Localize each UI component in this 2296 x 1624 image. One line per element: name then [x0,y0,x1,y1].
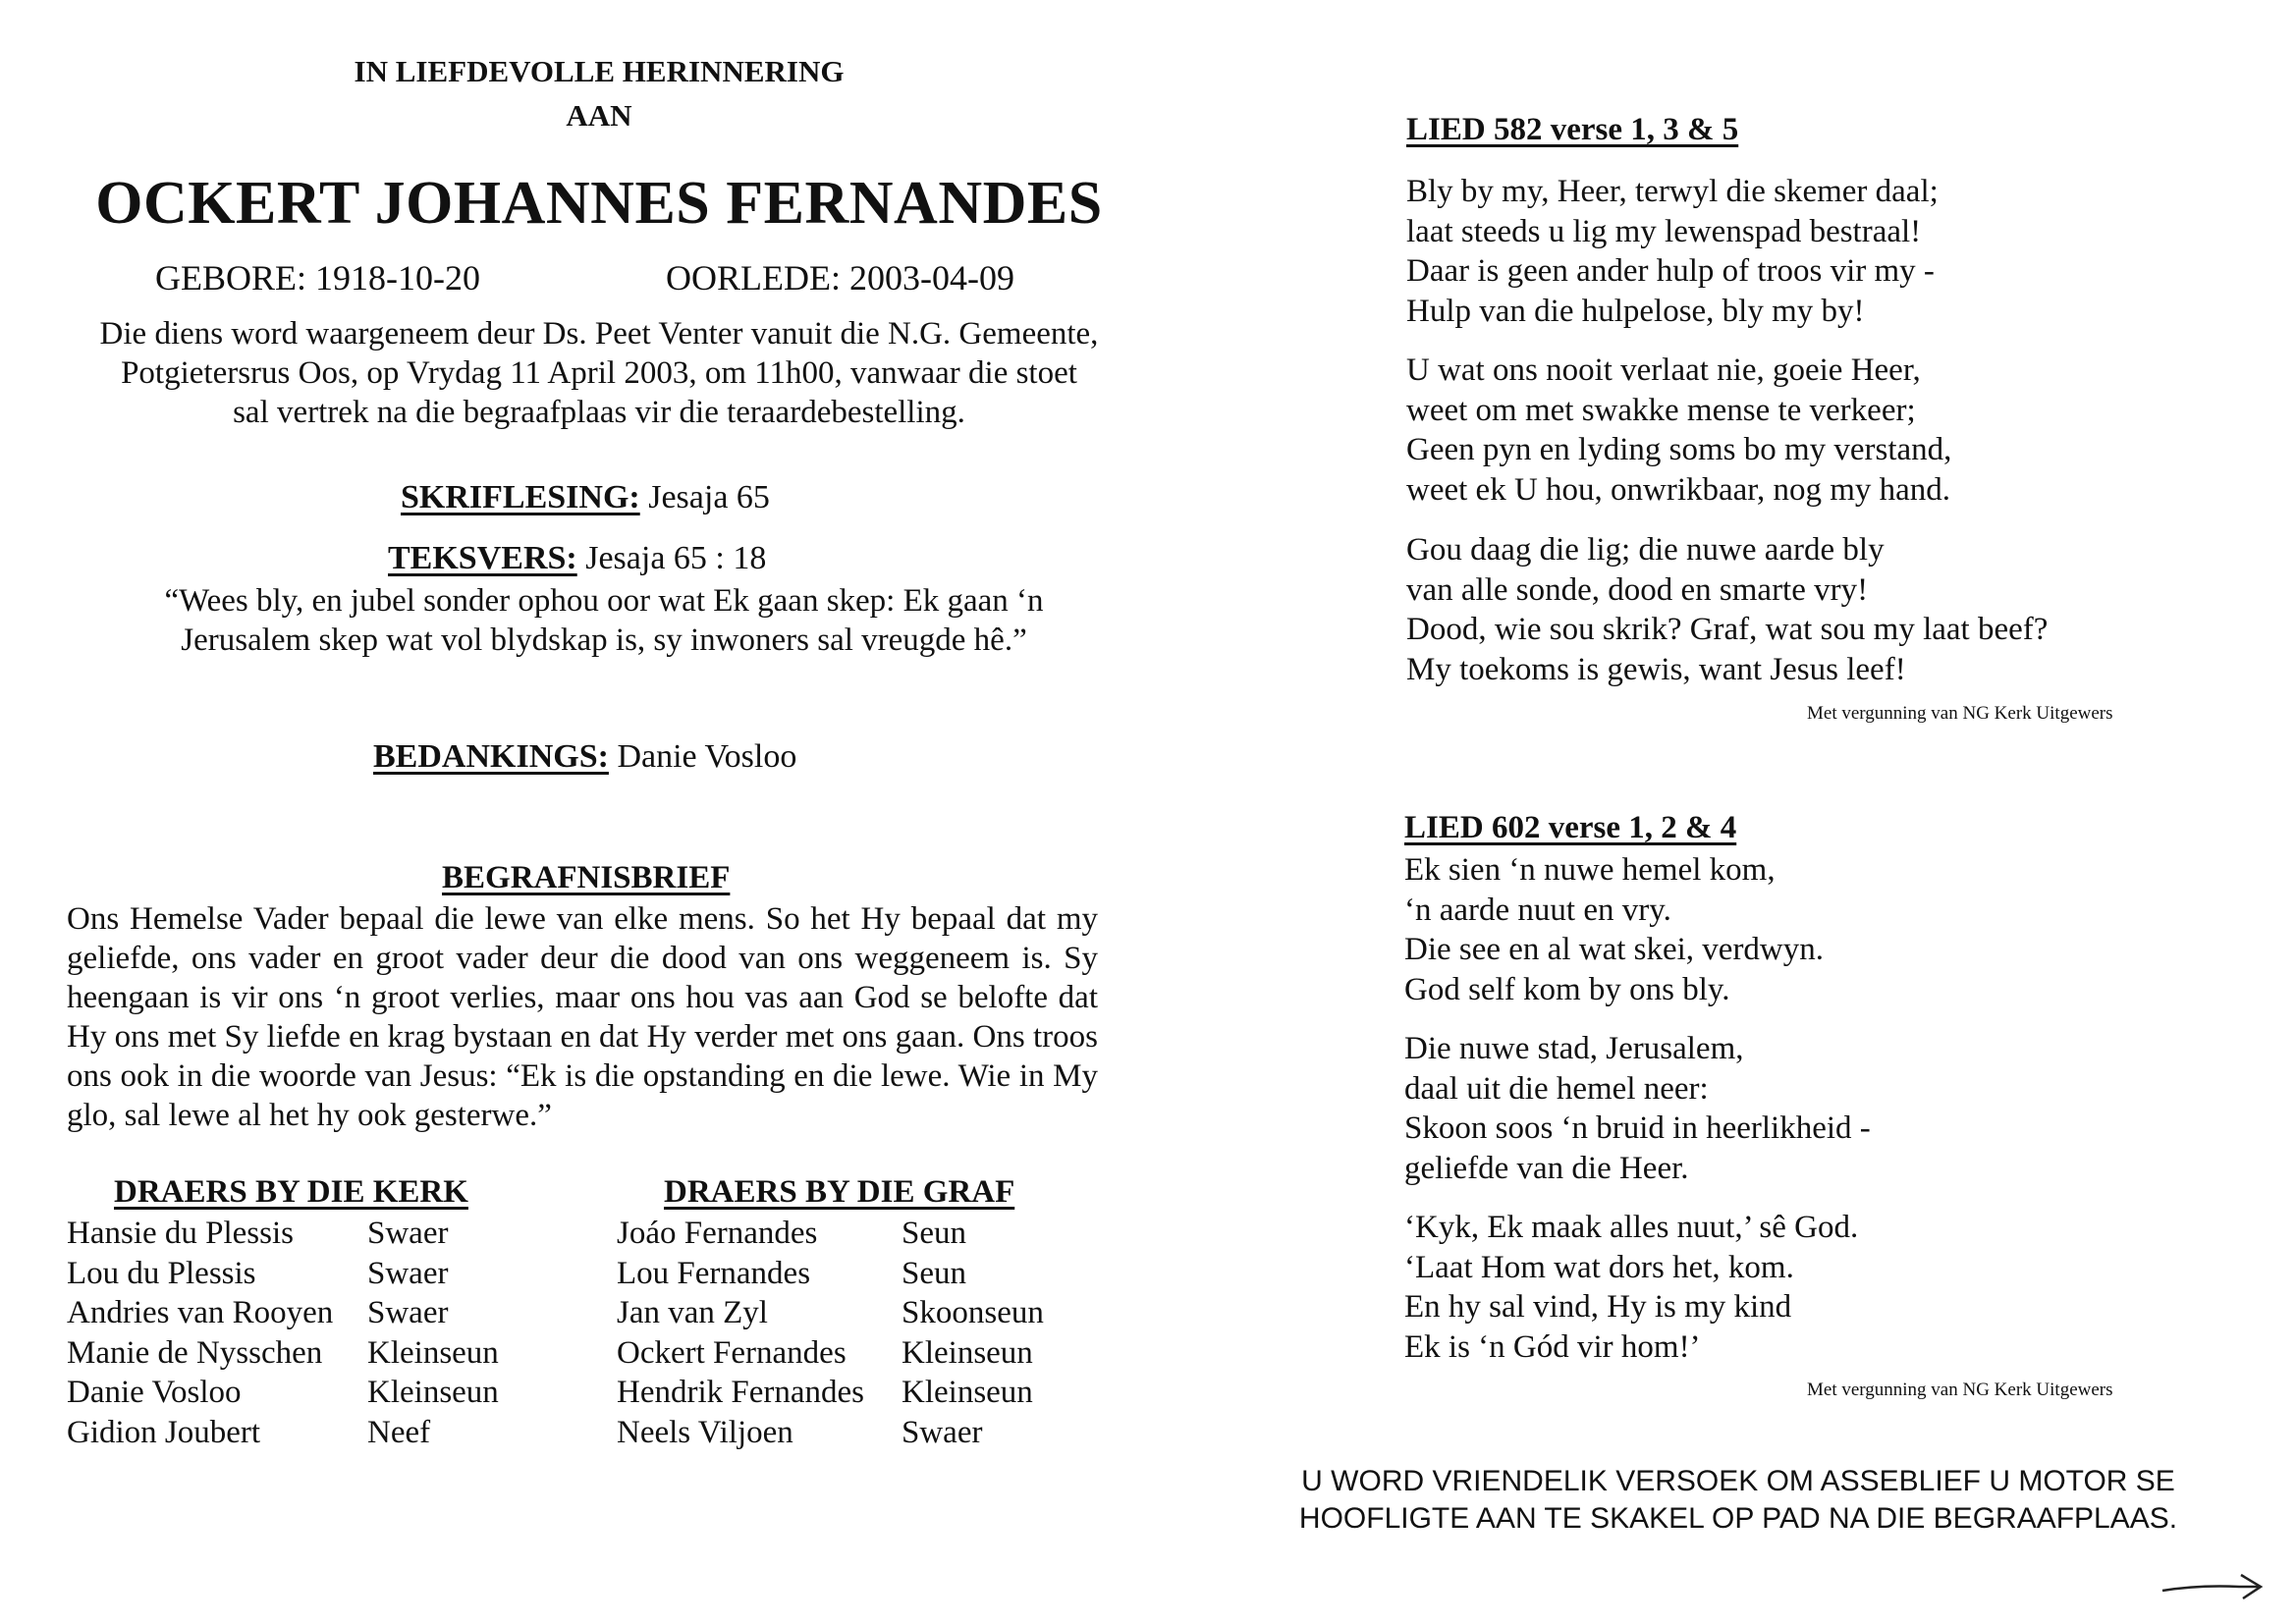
bearer-relation: Kleinseun [367,1375,499,1410]
verse-line: My toekoms is gewis, want Jesus leef! [1406,651,1906,687]
bearer-relation: Kleinseun [902,1334,1033,1371]
list-item [617,1413,1044,1453]
funeral-letter: Ons Hemelse Vader bepaal die lewe van elke mens. So het Hy bepaal dat my geliefde, ons vader en groot vader deur die dood van ons weggeneem is. Sy heengaan is vir ons ‘n groot verlies, maar ons hou vas aan God se belofte dat Hy ons met Sy liefde en krag bystaan en dat Hy verder met ons gaan. Ons troos ons ook in die woorde van Jesus: “Ek is die opstanding en die lewe. Wie in My glo, sal lewe al het hy ook gesterwe.” [67,901,1098,1133]
hymn-602-title: LIED 602 verse 1, 2 & 4 [1404,810,1737,845]
bearer-relation: Kleinseun [367,1334,499,1371]
service-line: sal vertrek na die begraafplaas vir die teraardebestelling. [233,395,965,430]
service-line: Potgietersrus Oos, op Vrydag 11 April 2003, om 11h00, vanwaar die stoet [121,355,1077,391]
church-bearers-title: DRAERS BY DIE KERK [114,1174,468,1210]
list-item [617,1214,1044,1254]
verse-line: Die see en al wat skei, verdwyn. [1404,932,1825,967]
notice-line: HOOFLIGTE AAN TE SKAKEL OP PAD NA DIE BEGRAAFPLAAS. [1298,1502,2178,1535]
hymn-582-verse [1406,172,1939,331]
verse-line: weet ek U hou, onwrikbaar, nog my hand. [1406,471,1951,508]
list-item [617,1333,1044,1374]
bearer-name: Hansie du Plessis [67,1216,294,1251]
hymn-582-verse [1406,351,1951,510]
list-item [67,1413,499,1453]
permission-note: Met vergunning van NG Kerk Uitgewers [1807,1380,2113,1400]
text-verse-value: Jesaja 65 : 18 [585,540,767,576]
verse-line: Die nuwe stad, Jerusalem, [1404,1031,1744,1066]
thanks [373,738,796,776]
death-date: OORLEDE: 2003-04-09 [666,258,1014,298]
verse-line: van alle sonde, dood en smarte vry! [1406,571,1869,608]
bearer-name: Joáo Fernandes [617,1216,818,1251]
verse-line: daal uit die hemel neer: [1404,1070,1709,1107]
verse-line: Dood, wie sou skrik? Graf, wat sou my laat beef? [1406,612,2049,647]
verse-line: weet om met swakke mense te verkeer; [1406,392,1916,428]
bearer-relation: Swaer [902,1414,983,1450]
bearer-name: Andries van Rooyen [67,1295,334,1330]
verse-line: ‘Laat Hom wat dors het, kom. [1404,1249,1794,1285]
headlights-notice [1277,1463,2200,1538]
grave-bearers-list [617,1214,1044,1452]
memorial-heading: IN LIEFDEVOLLE HERINNERING [354,54,845,88]
bearer-relation: Swaer [367,1216,449,1251]
hymn-602-verse [1404,1208,1858,1367]
verse-line: Bly by my, Heer, terwyl die skemer daal; [1406,174,1939,209]
bearer-name: Neels Viljoen [617,1414,793,1450]
hymn-602-verse [1404,1029,1871,1188]
bearer-relation: Kleinseun [902,1375,1033,1410]
verse-line: God self kom by ons bly. [1404,971,1730,1007]
verse-line: U wat ons nooit verlaat nie, goeie Heer, [1406,352,1921,388]
service-line: Die diens word waargeneem deur Ds. Peet Venter vanuit die N.G. Gemeente, [99,316,1099,352]
bearer-relation: Swaer [367,1295,449,1330]
scripture-value: Jesaja 65 [648,479,770,515]
verse-line: laat steeds u lig my lewenspad bestraal! [1406,213,1922,249]
hymn-582-title: LIED 582 verse 1, 3 & 5 [1406,112,1739,147]
text-verse [388,540,766,577]
letter-title: BEGRAFNISBRIEF [442,860,731,895]
bearer-relation: Seun [902,1216,966,1251]
bearer-name: Lou Fernandes [617,1255,811,1291]
deceased-name: OCKERT JOHANNES FERNANDES [95,170,1103,237]
notice-line: U WORD VRIENDELIK VERSOEK OM ASSEBLIEF U MOTOR SE [1301,1465,2175,1497]
arrow-right-icon [2160,1569,2265,1609]
list-item [67,1254,499,1294]
verse-line: Ek is ‘n Gód vir hom!’ [1404,1328,1701,1365]
bearer-relation: Skoonseun [902,1295,1044,1330]
verse-line: Ek sien ‘n nuwe hemel kom, [1404,852,1776,888]
list-item [617,1293,1044,1333]
verse-line: geliefde van die Heer. [1404,1150,1689,1186]
list-item [617,1254,1044,1294]
service-details [64,314,1134,432]
bearer-name: Hendrik Fernandes [617,1375,865,1410]
scripture-label: SKRIFLESING: [401,479,640,515]
bearer-name: Lou du Plessis [67,1255,256,1291]
verse-line: En hy sal vind, Hy is my kind [1404,1289,1792,1325]
list-item [67,1214,499,1254]
text-verse-label: TEKSVERS: [388,540,577,576]
bearer-name: Danie Vosloo [67,1375,242,1410]
bearer-name: Jan van Zyl [617,1295,768,1330]
bearer-name: Gidion Joubert [67,1414,261,1450]
thanks-value: Danie Vosloo [617,738,797,775]
quote-line: Jerusalem skep wat vol blydskap is, sy inwoners sal vreugde hê.” [181,623,1027,658]
list-item [617,1373,1044,1413]
bearer-name: Ockert Fernandes [617,1334,847,1371]
bearer-relation: Neef [367,1414,431,1450]
grave-bearers-title: DRAERS BY DIE GRAF [664,1174,1015,1210]
list-item [67,1293,499,1333]
verse-line: Skoon soos ‘n bruid in heerlikheid - [1404,1110,1871,1146]
verse-line: Hulp van die hulpelose, bly my by! [1406,293,1865,329]
quote-line: “Wees bly, en jubel sonder ophou oor wat Ek gaan skep: Ek gaan ‘n [164,583,1044,619]
list-item [67,1373,499,1413]
birth-date: GEBORE: 1918-10-20 [155,258,480,298]
bearer-relation: Swaer [367,1255,449,1291]
verse-line: Daar is geen ander hulp of troos vir my - [1406,253,1935,289]
hymn-582-verse [1406,530,2048,689]
bearer-name: Manie de Nysschen [67,1334,323,1371]
list-item [67,1333,499,1374]
memorial-heading-aan: AAN [566,98,632,133]
hymn-602-verse [1404,850,1824,1009]
verse-line: ‘Kyk, Ek maak alles nuut,’ sê God. [1404,1210,1859,1245]
thanks-label: BEDANKINGS: [373,738,609,775]
verse-line: ‘n aarde nuut en vry. [1404,892,1671,928]
verse-line: Geen pyn en lyding soms bo my verstand, [1406,432,1952,467]
permission-note: Met vergunning van NG Kerk Uitgewers [1807,703,2113,724]
scripture-reading [401,479,770,516]
verse-quote [88,581,1120,660]
verse-line: Gou daag die lig; die nuwe aarde bly [1406,532,1885,568]
church-bearers-list [67,1214,499,1452]
bearer-relation: Seun [902,1255,966,1291]
